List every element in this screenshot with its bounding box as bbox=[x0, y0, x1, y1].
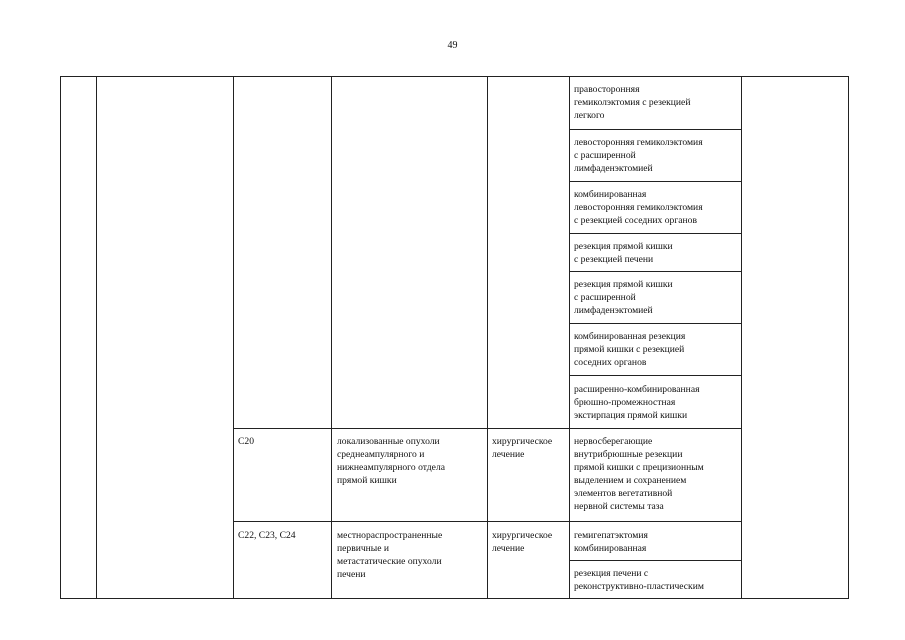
code-cell: С20 bbox=[238, 436, 254, 447]
method-divider bbox=[569, 129, 742, 130]
method-cell: нервосберегающие внутрибрюшные резекции прямой кишки с прецизионным выделением и сохранением элементов вегетативной нервной системы таза bbox=[574, 436, 704, 512]
page-number: 49 bbox=[447, 40, 458, 51]
table-border-right bbox=[848, 76, 849, 599]
method-cell: резекция прямой кишки с резекцией печени bbox=[574, 241, 673, 265]
method-cell: комбинированная резекция прямой кишки с резекцией соседних органов bbox=[574, 331, 686, 368]
column-divider bbox=[96, 76, 97, 599]
method-cell: расширенно-комбинированная брюшно-промежностная экстирпация прямой кишки bbox=[574, 384, 700, 421]
table-border-left bbox=[60, 76, 61, 599]
method-divider bbox=[569, 181, 742, 182]
method-divider bbox=[569, 375, 742, 376]
condition-cell: местнораспространенные первичные и метастатические опухоли печени bbox=[337, 530, 443, 580]
table-border-top bbox=[60, 76, 849, 77]
treatment-type-cell: хирургическое лечение bbox=[492, 436, 553, 460]
code-cell: С22, С23, С24 bbox=[238, 530, 296, 541]
method-cell: резекция прямой кишки с расширенной лимфаденэктомией bbox=[574, 279, 673, 316]
method-cell: правосторонняя гемиколэктомия с резекцией легкого bbox=[574, 84, 691, 121]
method-cell: резекция печени с реконструктивно-пластическим bbox=[574, 568, 704, 592]
method-divider bbox=[569, 560, 742, 561]
treatment-type-cell: хирургическое лечение bbox=[492, 530, 553, 554]
method-divider bbox=[569, 323, 742, 324]
method-cell: комбинированная левосторонняя гемиколэктомия с резекцией соседних органов bbox=[574, 189, 703, 226]
method-divider bbox=[569, 233, 742, 234]
row-divider bbox=[233, 428, 742, 429]
condition-cell: локализованные опухоли среднеампулярного и нижнеампулярного отдела прямой кишки bbox=[337, 436, 445, 486]
method-divider bbox=[569, 271, 742, 272]
row-divider bbox=[233, 521, 742, 522]
method-cell: левосторонняя гемиколэктомия с расширенной лимфаденэктомией bbox=[574, 137, 703, 174]
method-cell: гемигепатэктомия комбинированная bbox=[574, 530, 648, 554]
table-border-bottom bbox=[60, 598, 849, 599]
